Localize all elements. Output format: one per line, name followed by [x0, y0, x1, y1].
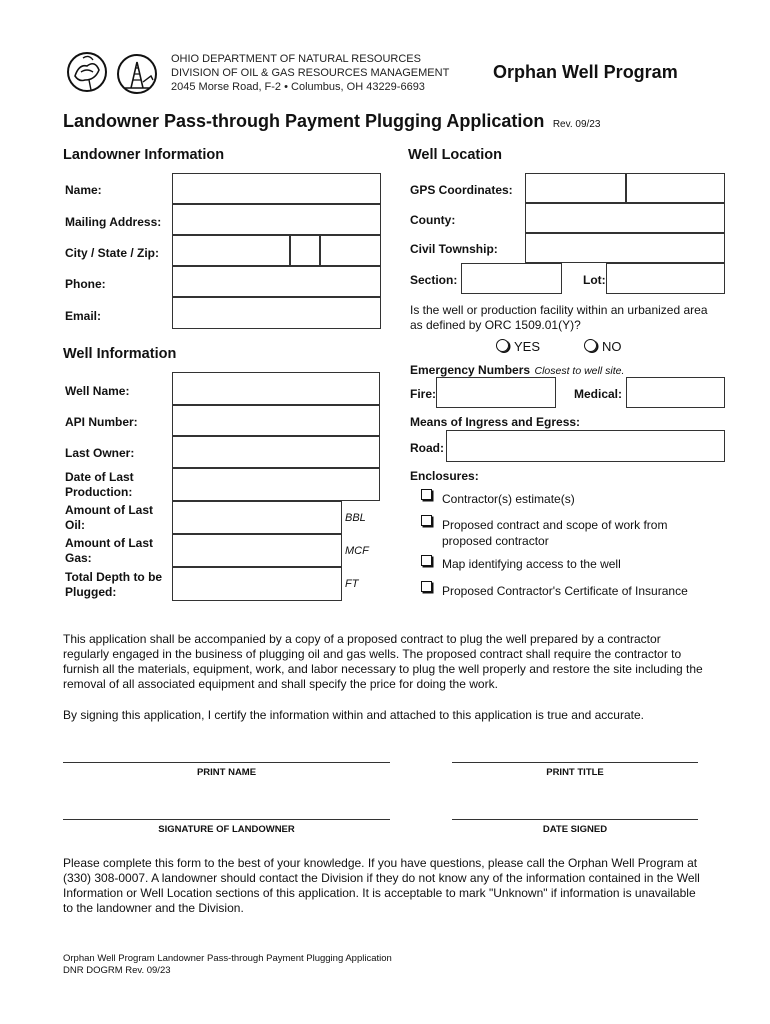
enclosure-label-4: Proposed Contractor's Certificate of Insurance [442, 584, 688, 598]
agency-line-2: DIVISION OF OIL & GAS RESOURCES MANAGEMENT [171, 67, 450, 79]
name-field[interactable] [172, 173, 381, 204]
contract-requirement-paragraph: This application shall be accompanied by a copy of a proposed contract to plug the well prepared by a contractor regularly engaged in the business of plugging oil and gas wells. The proposed contract shall require the contractor to furnish all the materials, equipment, work, and labor necessary to plug the well properly and restore the site including the removal of all associated equipment and shall specify the price for doing the work. [63, 632, 703, 691]
last-owner-field[interactable] [172, 436, 380, 468]
oil-derrick-logo [115, 52, 159, 96]
enclosures-heading: Enclosures: [410, 469, 479, 483]
phone-label: Phone: [65, 277, 106, 291]
lot-field[interactable] [606, 263, 725, 294]
amount-last-gas-label: Amount of Last Gas: [65, 536, 153, 565]
api-number-field[interactable] [172, 405, 380, 436]
bbl-unit: BBL [345, 512, 366, 524]
program-title: Orphan Well Program [493, 62, 678, 82]
no-radio[interactable] [584, 339, 597, 352]
mailing-address-label: Mailing Address: [65, 215, 162, 229]
medical-label: Medical: [574, 387, 623, 401]
date-signed-line [452, 819, 698, 820]
amount-last-oil-field[interactable] [172, 501, 342, 534]
gps-longitude-field[interactable] [626, 173, 725, 203]
well-name-label: Well Name: [65, 384, 130, 398]
yes-radio[interactable] [496, 339, 509, 352]
phone-field[interactable] [172, 266, 381, 297]
print-title-label: PRINT TITLE [546, 767, 604, 778]
gps-label: GPS Coordinates: [410, 183, 513, 197]
county-field[interactable] [525, 203, 725, 233]
mailing-address-field[interactable] [172, 204, 381, 235]
well-location-heading: Well Location [408, 147, 502, 163]
total-depth-label: Total Depth to be Plugged: [65, 570, 163, 599]
urbanized-area-question: Is the well or production facility within an urbanized area as defined by ORC 1509.01(Y)? [410, 303, 708, 332]
enclosure-label-3: Map identifying access to the well [442, 557, 621, 571]
section-label: Section: [410, 273, 458, 287]
footer [63, 953, 392, 977]
agency-line-1: OHIO DEPARTMENT OF NATURAL RESOURCES [171, 53, 421, 65]
instructions-paragraph: Please complete this form to the best of your knowledge. If you have questions, please call the Orphan Well Program at (330) 308-0007. A landowner should contact the Division if they do not know any of the information contained in the Well Information or Well Location sections of this application. It is acceptable to mark "Unknown" if information is unavailable to the landowner and the Division. [63, 856, 700, 915]
gps-latitude-field[interactable] [525, 173, 626, 203]
emergency-numbers-note: Closest to well site. [534, 365, 625, 377]
section-field[interactable] [461, 263, 562, 294]
well-name-field[interactable] [172, 372, 380, 405]
ingress-egress-heading: Means of Ingress and Egress: [410, 415, 581, 429]
fire-label: Fire: [410, 387, 437, 401]
no-label: NO [602, 339, 622, 354]
print-name-line [63, 762, 390, 763]
enclosure-checkbox-2[interactable] [421, 515, 432, 526]
print-title-line [452, 762, 698, 763]
footer-line-1: Orphan Well Program Landowner Pass-through Payment Plugging Application [63, 953, 392, 964]
last-owner-label: Last Owner: [65, 446, 135, 460]
form-revision: Rev. 09/23 [552, 119, 601, 130]
email-field[interactable] [172, 297, 381, 329]
enclosure-label-1: Contractor(s) estimate(s) [442, 492, 575, 506]
enclosure-checkbox-1[interactable] [421, 489, 432, 500]
agency-address-block [171, 52, 449, 94]
print-name-label: PRINT NAME [196, 767, 257, 778]
city-state-zip-label: City / State / Zip: [65, 246, 160, 260]
civil-township-field[interactable] [525, 233, 725, 263]
ft-unit: FT [345, 578, 359, 590]
city-field[interactable] [172, 235, 290, 266]
api-number-label: API Number: [65, 415, 138, 429]
landowner-heading: Landowner Information [63, 147, 225, 163]
civil-township-label: Civil Township: [410, 242, 498, 256]
yes-label: YES [514, 339, 541, 354]
footer-line-2: DNR DOGRM Rev. 09/23 [63, 965, 171, 976]
name-label: Name: [65, 183, 102, 197]
form-title-block [63, 111, 600, 132]
well-info-heading: Well Information [63, 346, 177, 362]
date-signed-label: DATE SIGNED [542, 824, 608, 835]
total-depth-field[interactable] [172, 567, 342, 601]
medical-field[interactable] [626, 377, 725, 408]
lot-label: Lot: [583, 273, 606, 287]
county-label: County: [410, 213, 456, 227]
agency-line-3: 2045 Morse Road, F-2 • Columbus, OH 43229-6693 [171, 81, 425, 93]
road-field[interactable] [446, 430, 725, 462]
email-label: Email: [65, 309, 102, 323]
form-title: Landowner Pass-through Payment Plugging Application [63, 111, 545, 131]
amount-last-oil-label: Amount of Last Oil: [65, 503, 153, 532]
signature-label: SIGNATURE OF LANDOWNER [158, 824, 295, 835]
mcf-unit: MCF [345, 545, 369, 557]
enclosure-checkbox-4[interactable] [421, 581, 432, 592]
enclosure-checkbox-3[interactable] [421, 555, 432, 566]
odnr-logo [65, 50, 109, 94]
date-last-production-field[interactable] [172, 468, 380, 501]
amount-last-gas-field[interactable] [172, 534, 342, 567]
fire-field[interactable] [436, 377, 556, 408]
state-field[interactable] [290, 235, 320, 266]
road-label: Road: [410, 441, 444, 455]
certification-statement: By signing this application, I certify the information within and attached to this application is true and accurate. [63, 708, 644, 722]
emergency-numbers-heading: Emergency Numbers [410, 363, 531, 377]
zip-field[interactable] [320, 235, 381, 266]
date-last-production-label: Date of Last Production: [65, 470, 134, 499]
signature-line [63, 819, 390, 820]
enclosure-label-2: Proposed contract and scope of work from proposed contractor [442, 518, 668, 548]
